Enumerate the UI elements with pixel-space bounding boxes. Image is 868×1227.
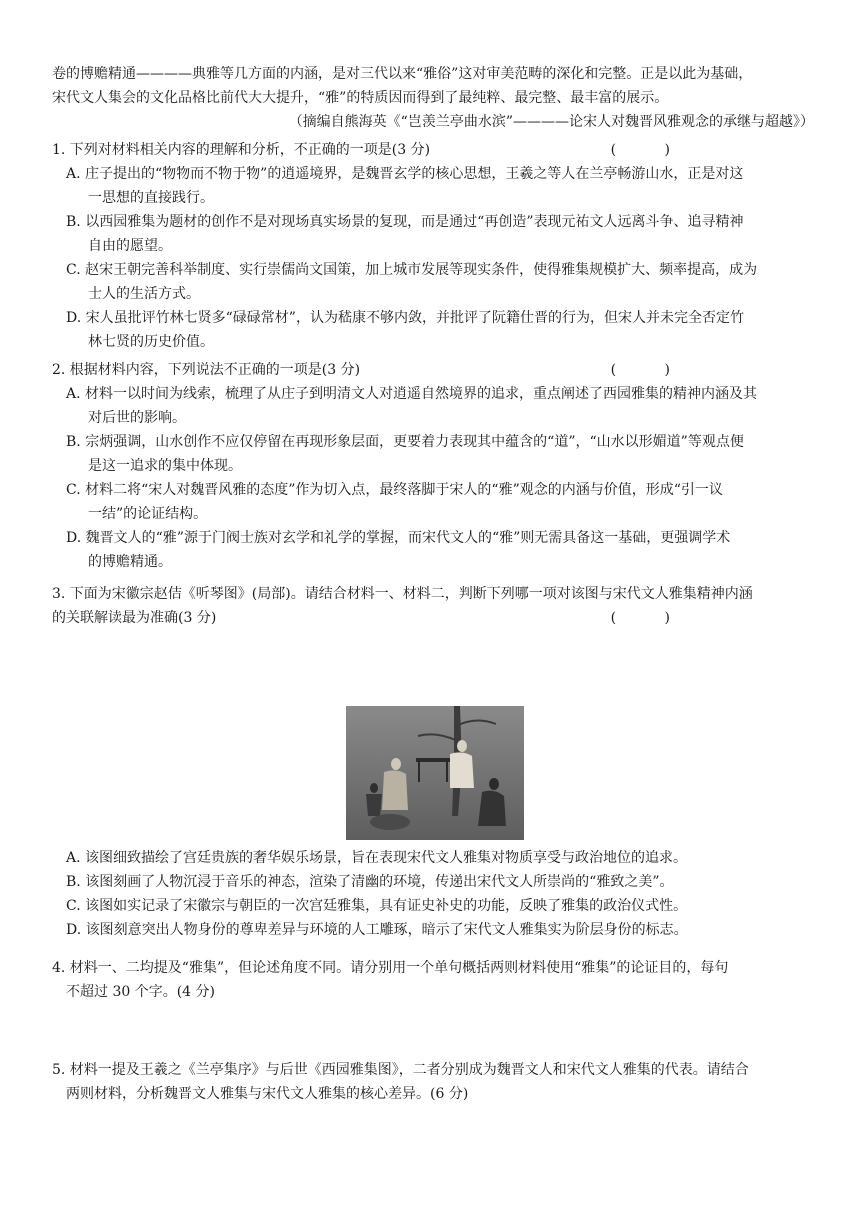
option-text: C. 赵宋王朝完善科举制度、实行崇儒尚文国策，加上城市发展等现实条件，使得雅集规模扩大、频率提高，成为 [66,262,758,278]
option-a[interactable]: A. 该图细致描绘了宫廷贵族的奢华娱乐场景，旨在表现宋代文人雅集对物质享受与政治地位的追求。 [66,850,688,866]
answer-bracket[interactable]: ( ) [610,362,692,378]
question-1 [52,138,822,354]
question-stem: 不超过 30 个字。(4 分) [66,984,215,1000]
intro-line: 卷的博赡精通————典雅等几方面的内涵，是对三代以来“雅俗”这对审美范畴的深化和完整。正是以此为基础， [52,66,753,82]
option-text: B. 以西园雅集为题材的创作不是对现场真实场景的复现，而是通过“再创造”表现元祐文人远离斗争、追寻精神 [66,214,744,230]
option-d[interactable]: D. 该图刻意突出人物身份的尊卑差异与环境的人工雕琢，暗示了宋代文人雅集实为阶层身份的标志。 [66,922,688,938]
option-text: 林七贤的历史价值。 [88,334,214,350]
option-text: 一结”的论证结构。 [88,506,208,522]
option-text: 自由的愿望。 [88,238,172,254]
question-stem: 3. 下面为宋徽宗赵佶《听琴图》(局部)。请结合材料一、材料二，判断下列哪一项对该图与宋代文人雅集精神内涵 [52,586,753,602]
option-text: D. 魏晋文人的“雅”源于门阀士族对玄学和礼学的掌握，而宋代文人的“雅”则无需具备这一基础，更强调学术 [66,530,731,546]
option-a[interactable] [52,382,822,430]
answer-bracket[interactable]: ( ) [610,610,692,626]
option-text: C. 材料二将“宋人对魏晋风雅的态度”作为切入点，最终落脚于宋人的“雅”观念的内涵与价值，形成“引一议 [66,482,723,498]
option-d[interactable] [52,306,822,354]
option-text: 一思想的直接践行。 [88,190,214,206]
option-text: 是这一追求的集中体现。 [88,458,242,474]
painting-image [346,706,524,840]
question-stem: 4. 材料一、二均提及“雅集”，但论述角度不同。请分别用一个单句概括两则材料使用“雅集”的论证目的，每句 [52,960,729,976]
question-4 [52,956,822,1004]
question-2 [52,358,822,574]
option-text: A. 庄子提出的“物物而不物于物”的逍遥境界，是魏晋玄学的核心思想，王羲之等人在兰亭畅游山水，正是对这 [66,166,744,182]
intro-passage [52,62,822,134]
answer-bracket[interactable]: ( ) [610,142,692,158]
option-text: B. 宗炳强调，山水创作不应仅停留在再现形象层面，更要着力表现其中蕴含的“道”，“山水以形媚道”等观点便 [66,434,744,450]
option-b[interactable] [52,210,822,258]
option-text: 对后世的影响。 [88,410,186,426]
source-citation: （摘编自熊海英《“岂羡兰亭曲水滨”————论宋人对魏晋风雅观念的承继与超越》） [288,114,814,130]
option-b[interactable] [52,430,822,478]
option-c[interactable] [52,478,822,526]
question-stem: 两则材料，分析魏晋文人雅集与宋代文人雅集的核心差异。(6 分) [66,1086,469,1102]
option-c[interactable] [52,258,822,306]
option-text: 士人的生活方式。 [88,286,200,302]
option-a[interactable] [52,162,822,210]
option-d[interactable] [52,526,822,574]
option-text: 的博赡精通。 [88,554,172,570]
option-text: A. 材料一以时间为线索，梳理了从庄子到明清文人对逍遥自然境界的追求，重点阐述了西园雅集的精神内涵及其 [66,386,758,402]
question-3 [52,582,822,630]
option-text: D. 宋人虽批评竹林七贤多“碌碌常材”，认为嵇康不够内敛，并批评了阮籍仕晋的行为，但宋人并未完全否定竹 [66,310,744,326]
question-3-options [52,846,822,942]
intro-line: 宋代文人集会的文化品格比前代大大提升，“雅”的特质因而得到了最纯粹、最完整、最丰富的展示。 [52,90,669,106]
question-5 [52,1058,822,1106]
option-b[interactable]: B. 该图刻画了人物沉浸于音乐的神态，渲染了清幽的环境，传递出宋代文人所崇尚的“雅致之美”。 [66,874,674,890]
painting-illustration [346,706,524,840]
question-stem: 2. 根据材料内容，下列说法不正确的一项是(3 分) [52,362,361,378]
option-c[interactable]: C. 该图如实记录了宋徽宗与朝臣的一次宫廷雅集，具有证史补史的功能，反映了雅集的政治仪式性。 [66,898,688,914]
question-stem: 的关联解读最为准确(3 分) [52,610,217,626]
question-stem: 1. 下列对材料相关内容的理解和分析，不正确的一项是(3 分) [52,142,431,158]
question-stem: 5. 材料一提及王羲之《兰亭集序》与后世《西园雅集图》，二者分别成为魏晋文人和宋代文人雅集的代表。请结合 [52,1062,749,1078]
